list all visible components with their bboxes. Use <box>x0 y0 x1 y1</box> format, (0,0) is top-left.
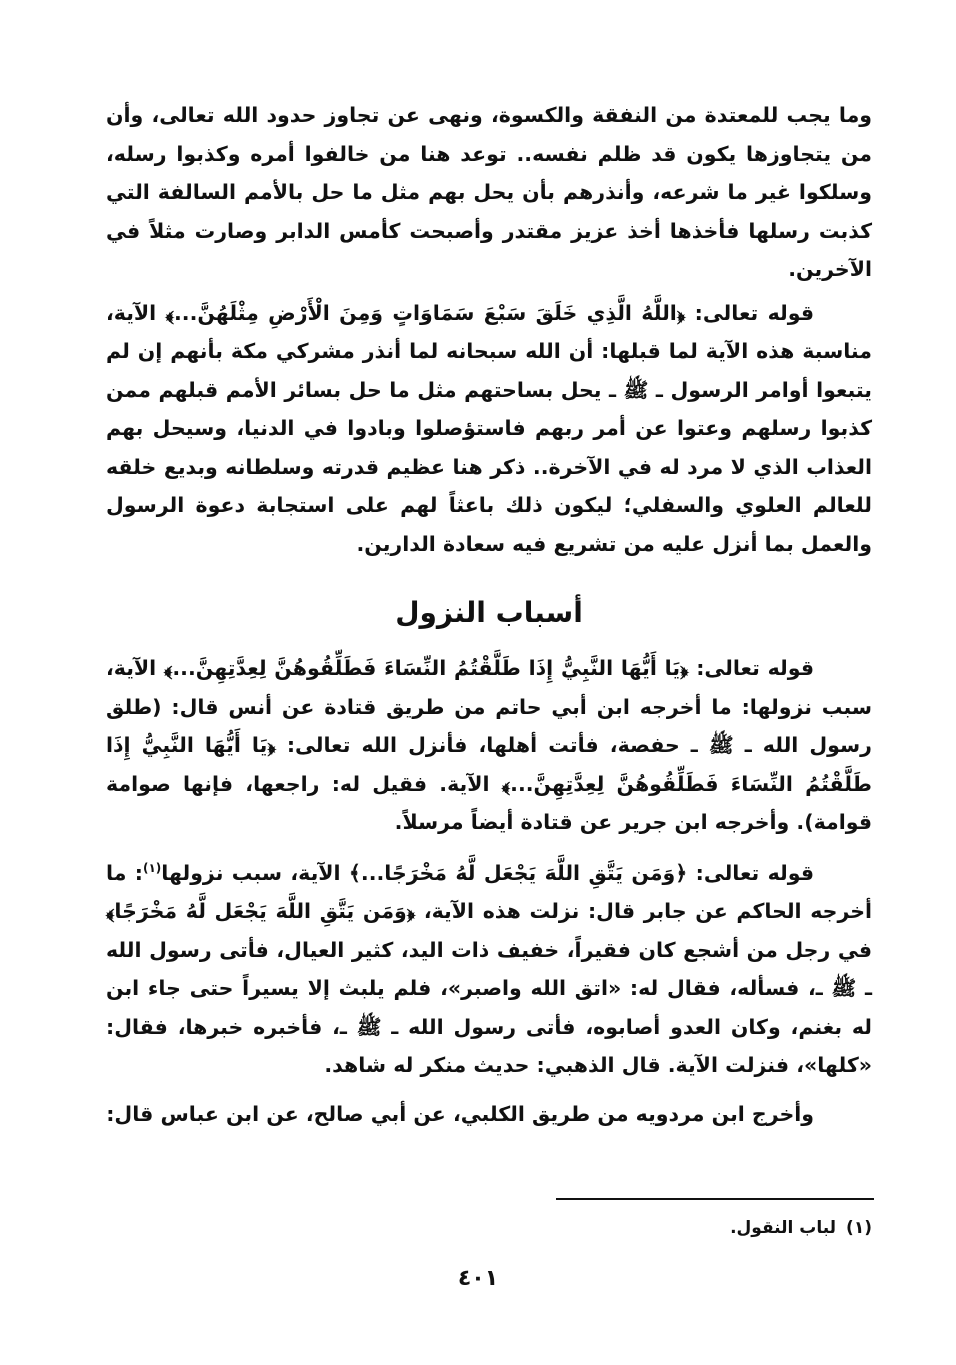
paragraph-reason-divorce: قوله تعالى: ﴿يَا أَيُّهَا النَّبِيُّ إِذَا طَلَّقْتُمُ النِّسَاءَ فَطَلِّقُوهُنَّ لِعِدَّتِهِنَّ...﴾ الآية، سبب نزولها: ما أخرجه ابن أبي حاتم من طريق قتادة عن أنس قال: (طلق رسول الله ـ ﷺ ـ حفصة، فأتت أهلها، فأنزل الله تعالى: ﴿يَا أَيُّهَا النَّبِيُّ إِذَا طَلَّقْتُمُ النِّسَاءَ فَطَلِّقُوهُنَّ لِعِدَّتِهِنَّ...﴾ الآية. فقيل له: راجعها، فإنها صوامة قوامة). وأخرجه ابن جرير عن قتادة أيضاً مرسلاً. <box>106 656 872 834</box>
paragraph-reason-taqwa <box>106 854 872 1085</box>
section-heading: أسباب النزول <box>395 596 583 629</box>
paragraph-intro: وما يجب للمعتدة من النفقة والكسوة، ونهى عن تجاوز حدود الله تعالى، وأن من يتجاوزها يكون قد ظلم نفسه.. توعد هنا من خالفوا أمره وكذبوا رسله، وسلكوا غير ما شرعه، وأنذرهم بأن يحل بهم مثل ما حل بالأمم السالفة التي كذبت رسلها فأخذها أخذ عزيز مقتدر وأصبحت كأمس الدابر وصارت مثلاً في الآخرين. <box>106 103 872 281</box>
footnote-text: لباب النقول. <box>730 1218 837 1238</box>
footnote-marker: (١) <box>142 860 162 875</box>
page-number: ٤٠١ <box>457 1266 499 1291</box>
paragraph-relevance: قوله تعالى: ﴿اللَّهُ الَّذِي خَلَقَ سَبْعَ سَمَاوَاتٍ وَمِنَ الْأَرْضِ مِثْلَهُنَّ...﴾ الآية، مناسبة هذه الآية لما قبلها: أن الله سبحانه لما أنذر مشركي مكة بأنهم إن لم يتبعوا أوامر الرسول ـ ﷺ ـ يحل بساحتهم مثل ما حل بسائر الأمم قبلهم ممن كذبوا رسلهم وعتوا عن أمر ربهم فاستؤصلوا وبادوا في الدنيا، وسيحل بهم العذاب الذي لا مرد له في الآخرة.. ذكر هنا عظيم قدرته وسلطانه وبديع خلقه للعالم العلوي والسفلي؛ ليكون ذلك باعثاً لهم على استجابة دعوة الرسول والعمل بما أنزل عليه من تشريع فيه سعادة الدارين. <box>106 300 872 556</box>
paragraph-reason-taqwa-rest: : ما أخرجه الحاكم عن جابر قال: نزلت هذه الآية، ﴿وَمَن يَتَّقِ اللَّهَ يَجْعَل لَّهُ مَخْرَجًا﴾ في رجل من أشجع كان فقيراً، خفيف ذات اليد، كثير العيال، فأتى رسول الله ـ ﷺ ـ، فسأله، فقال له: «اتق الله واصبر»، فلم يلبث إلا يسيراً حتى جاء ابن له بغنم، وكان العدو أصابوه، فأتى رسول الله ـ ﷺ ـ، فأخبره خبرها، فقال: «كلها»، فنزلت الآية. قال الذهبي: حديث منكر له شاهد. <box>106 860 872 1077</box>
paragraph-reason-taqwa-start: قوله تعالى: ﴿وَمَن يَتَّقِ اللَّهَ يَجْعَل لَّهُ مَخْرَجًا...﴾ الآية، سبب نزولها <box>161 860 815 885</box>
footnote-number: (١) <box>846 1218 872 1238</box>
footnote <box>730 1218 872 1238</box>
paragraph-ibn-marduwayh: وأخرج ابن مردويه من طريق الكلبي، عن أبي صالح، عن ابن عباس قال: <box>106 1101 814 1126</box>
footnote-separator <box>556 1198 874 1200</box>
